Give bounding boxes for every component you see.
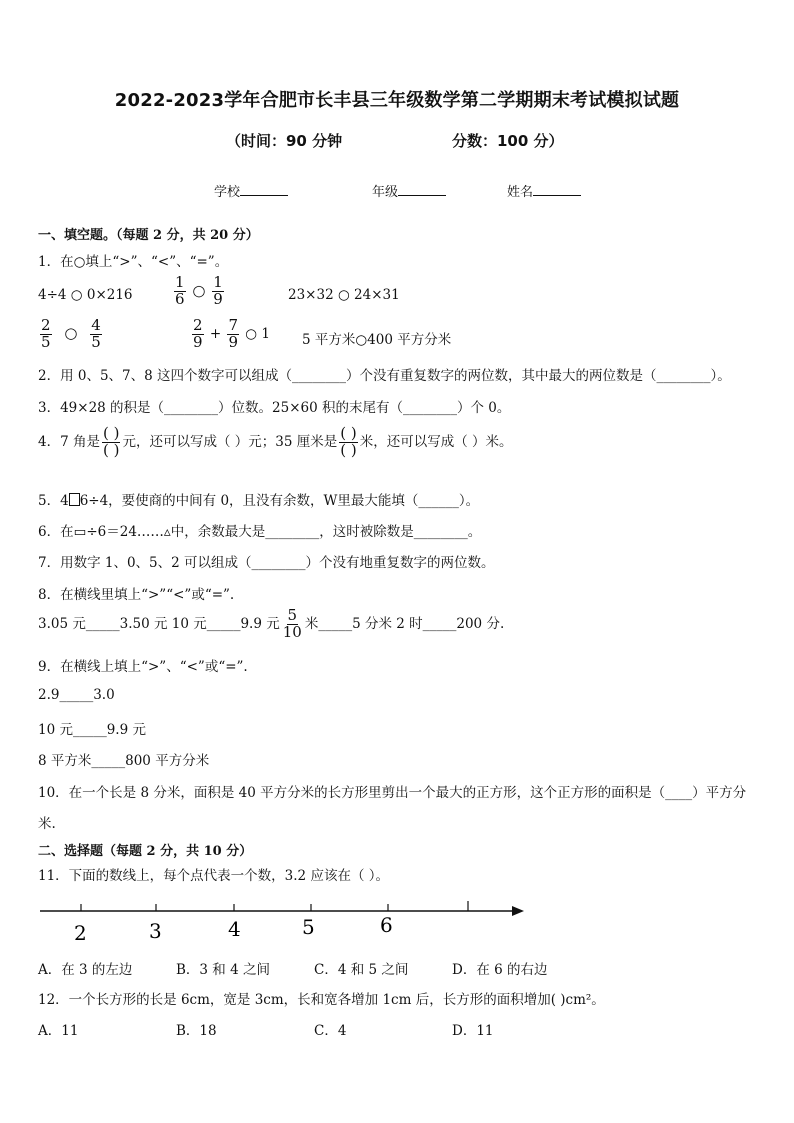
numline-label-4: 4	[228, 917, 241, 941]
q11-option-d[interactable]: D．在 6 的右边	[452, 962, 548, 978]
question-5: 5．4 6÷4，要使商的中间有 0，且没有余数，W里最大能填（______）。	[38, 493, 480, 509]
school-field	[214, 181, 288, 200]
section1-heading: 一、填空题。（每题 2 分，共 20 分）	[38, 228, 259, 243]
question-12: 12．一个长方形的长是 6cm，宽是 3cm，长和宽各增加 1cm 后，长方形的面积增加( )cm²。	[38, 992, 605, 1008]
exam-score: 分数：100 分）	[452, 132, 564, 150]
question-2: 2．用 0、5、7、8 这四个数字可以组成（________）个没有重复数字的两位数，其中最大的两位数是（________）。	[38, 368, 731, 384]
q9-item-a: 2.9_____3.0	[38, 687, 115, 703]
question-9: 9．在横线上填上“>”、“<”或“=”.	[38, 659, 248, 675]
numline-label-3: 3	[149, 919, 162, 943]
q1-item-c: 23×32 ○ 24×31	[288, 287, 400, 303]
exam-time: （时间：90 分钟	[226, 132, 343, 150]
name-field	[507, 181, 581, 200]
number-line	[36, 896, 536, 946]
fraction: $\frac{7}{9}$	[228, 316, 238, 351]
fraction: $\frac{2}{5}$	[41, 316, 51, 351]
school-label: 学校	[214, 185, 241, 200]
q12-option-b[interactable]: B．18	[176, 1023, 217, 1039]
fraction: $\frac{4}{5}$	[91, 316, 101, 351]
question-6: 6．在▭÷6＝24……▵中，余数最大是________，这时被除数是________。	[38, 524, 482, 540]
paren-fraction: $\frac{( )}{( )}$	[340, 424, 357, 459]
fraction: $\frac{2}{9}$	[193, 316, 203, 351]
numline-label-2: 2	[74, 921, 87, 945]
question-8: 8．在横线里填上“>”“<”或“=”.	[38, 587, 235, 603]
q1-item-d: $\frac{2}{5}$ ○ $\frac{4}{5}$	[41, 316, 101, 351]
q9-item-c: 8 平方米_____800 平方分米	[38, 753, 210, 769]
name-blank[interactable]	[533, 183, 581, 196]
question-3: 3．49×28 的积是（________）位数。25×60 积的末尾有（________）个 0。	[38, 400, 511, 416]
q9-item-b: 10 元_____9.9 元	[38, 722, 146, 738]
question-4: 4．7 角是 $\frac{( )}{( )}$ 元，还可以写成（ ）元；35 厘米是 $\frac{( )}{( )}$ 米，还可以写成（ ）米。	[38, 424, 513, 459]
question-10: 10．在一个长是 8 分米，面积是 40 平方分米的长方形里剪出一个最大的正方形，这个正方形的面积是（____）平方分	[38, 785, 747, 801]
question-7: 7．用数字 1、0、5、2 可以组成（________）个没有地重复数字的两位数。	[38, 555, 495, 571]
fraction: $\frac{5}{10}$	[282, 606, 302, 641]
school-blank[interactable]	[240, 183, 288, 196]
name-label: 姓名	[507, 185, 534, 200]
grade-field	[372, 181, 446, 200]
question-1: 1．在○填上“>”、“<”、“=”。	[38, 254, 229, 270]
page-title: 2022-2023学年合肥市长丰县三年级数学第二学期期末考试模拟试题	[114, 90, 680, 111]
square-box	[69, 493, 80, 506]
q12-option-c[interactable]: C．4	[314, 1023, 347, 1039]
q1-item-a: 4÷4 ○ 0×216	[38, 287, 133, 303]
question-10-cont: 米.	[38, 816, 56, 832]
section2-heading: 二、选择题（每题 2 分，共 10 分）	[38, 844, 253, 859]
fraction: $\frac{1}{6}$	[175, 273, 185, 308]
q11-option-b[interactable]: B．3 和 4 之间	[176, 962, 270, 978]
q12-option-d[interactable]: D．11	[452, 1023, 494, 1039]
question-11: 11．下面的数线上，每个点代表一个数，3.2 应该在（ ）。	[38, 868, 389, 884]
numline-label-6: 6	[380, 913, 393, 937]
q11-option-a[interactable]: A．在 3 的左边	[38, 962, 133, 978]
fraction: $\frac{1}{9}$	[213, 273, 223, 308]
q12-option-a[interactable]: A．11	[38, 1023, 79, 1039]
q1-item-f: 5 平方米○400 平方分米	[302, 332, 452, 348]
numline-label-5: 5	[302, 915, 315, 939]
grade-label: 年级	[372, 185, 399, 200]
grade-blank[interactable]	[398, 183, 446, 196]
q11-option-c[interactable]: C．4 和 5 之间	[314, 962, 409, 978]
q8-items: 3.05 元_____3.50 元 10 元_____9.9 元 $\frac{5}{10}$ 米_____5 分米 2 时_____200 分.	[38, 606, 505, 641]
q1-item-e: $\frac{2}{9}$ + $\frac{7}{9}$ ○ 1	[193, 316, 270, 351]
q1-item-b: $\frac{1}{6}$ ○ $\frac{1}{9}$	[175, 273, 223, 308]
paren-fraction: $\frac{( )}{( )}$	[102, 424, 120, 459]
